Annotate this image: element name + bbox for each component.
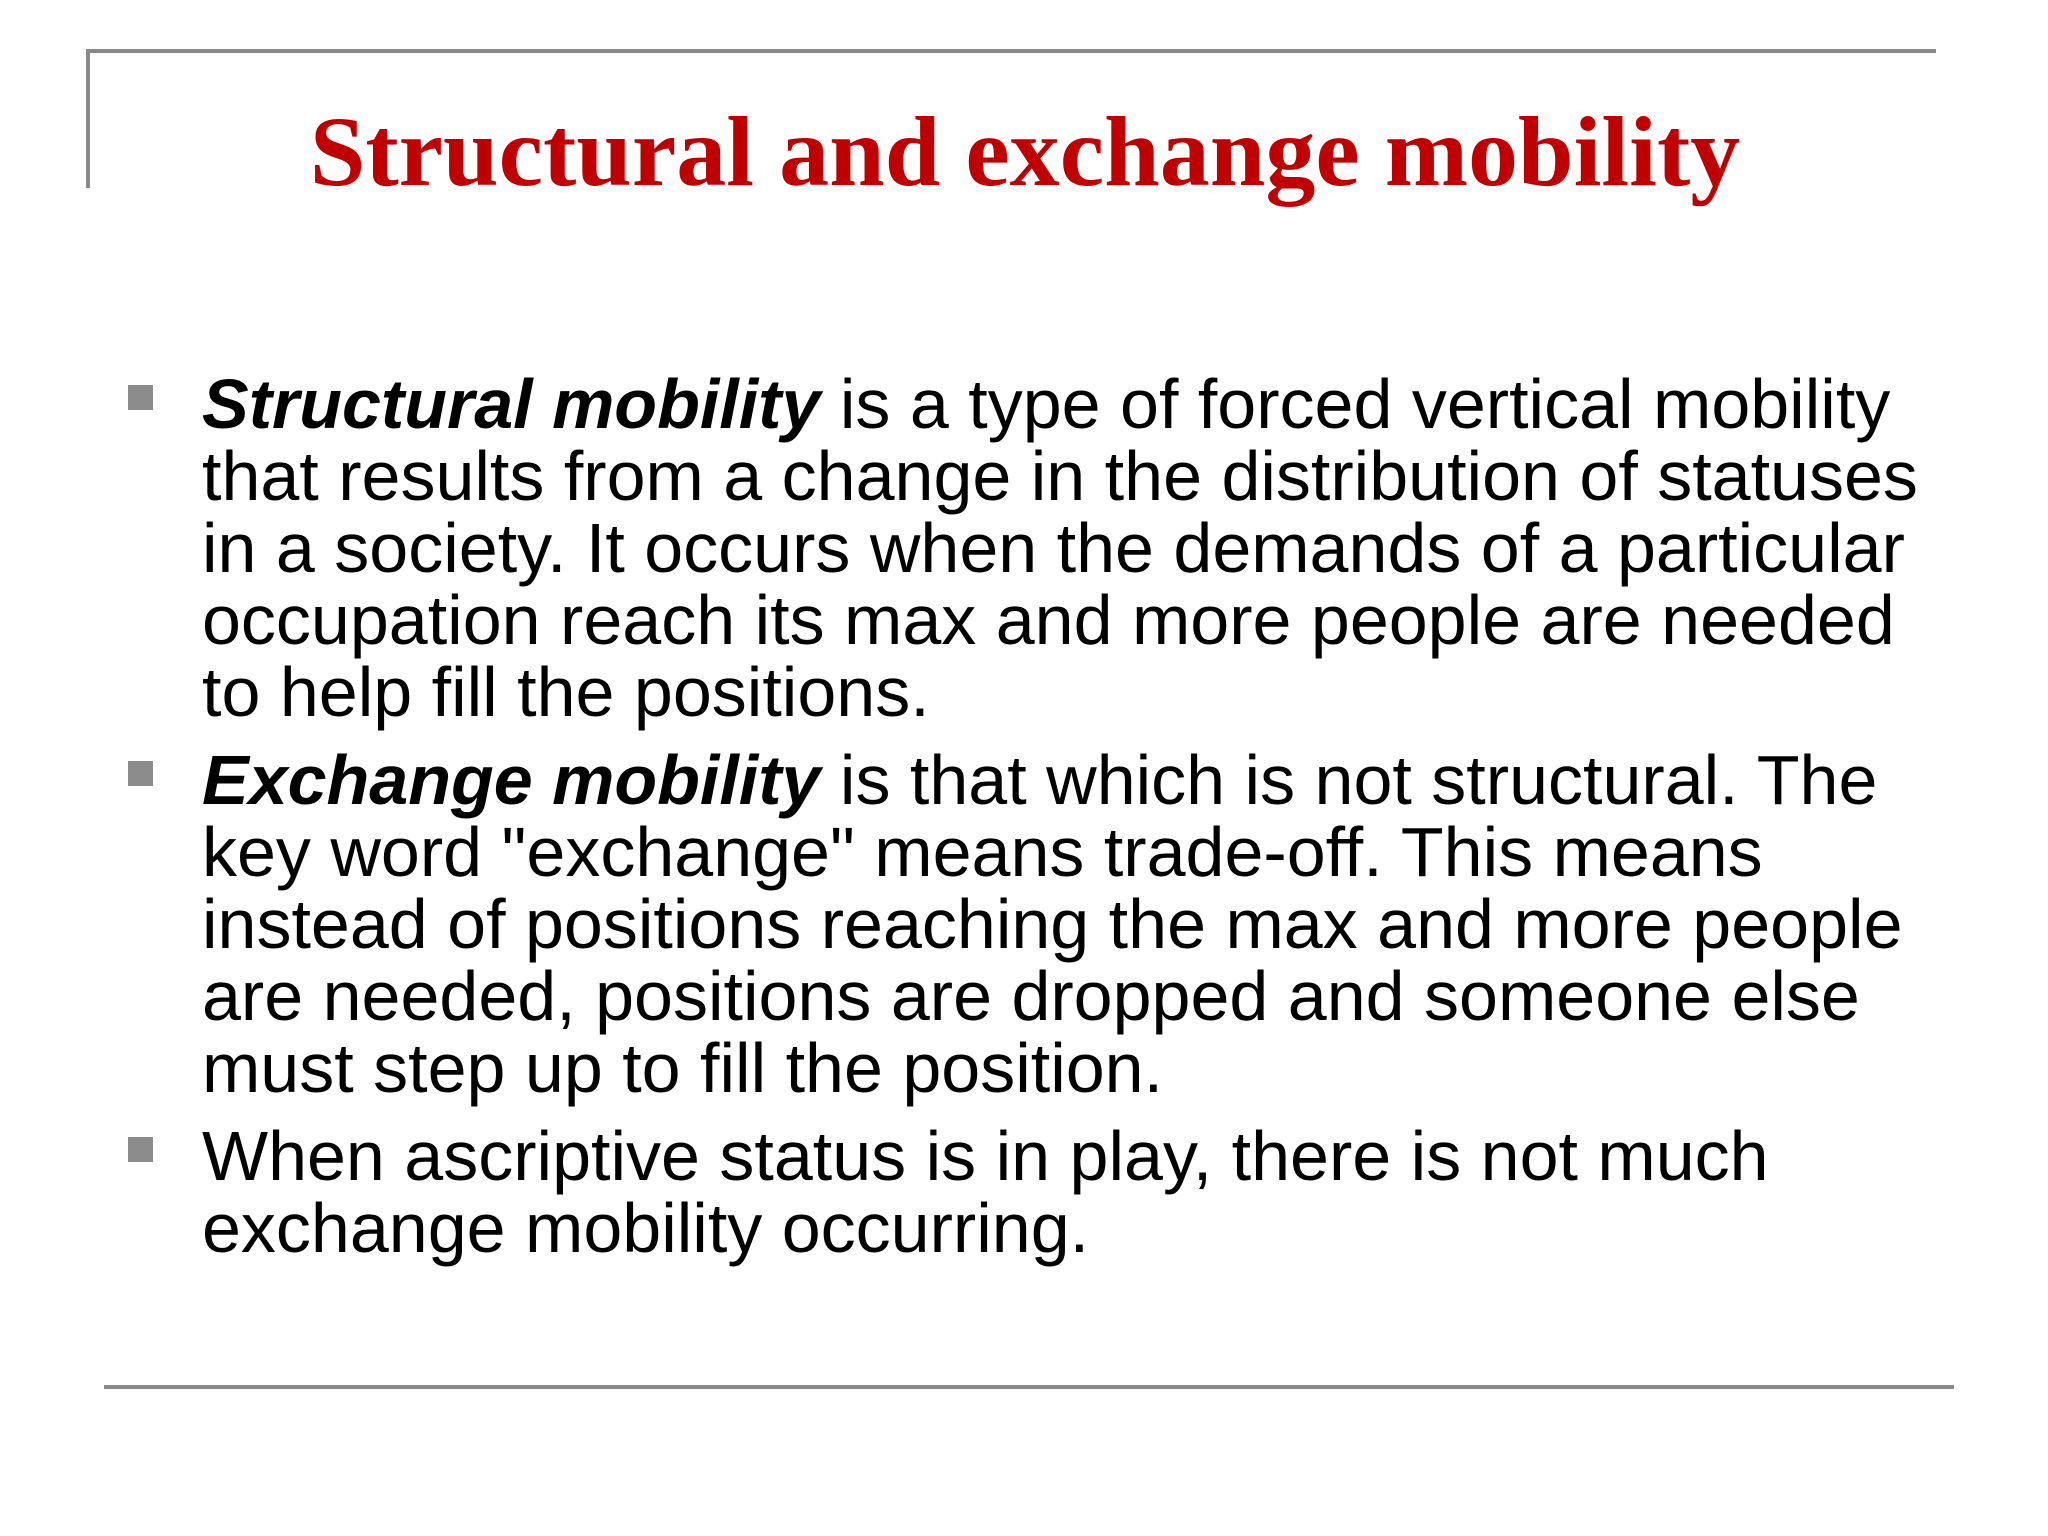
bullet-item-exchange-mobility [124,741,1954,1107]
bullet-list [124,365,1954,1280]
bullet-item-ascriptive-status [124,1117,1954,1267]
top-divider [86,49,1936,53]
left-divider [86,49,90,188]
bullet-term: Exchange mobility [202,741,821,819]
square-bullet-icon [128,1137,153,1162]
bullet-text: is that which is not structural. The key word "exchange" means trade-off. This means instead of positions reaching the max and more people are needed, positions are dropped and someone else must step up to fill the position. [202,741,1903,1107]
square-bullet-icon [128,385,153,410]
bullet-term: Structural mobility [202,365,821,443]
bullet-text: When ascriptive status is in play, there is not much exchange mobility occurring. [202,1117,1769,1267]
square-bullet-icon [128,761,153,786]
bullet-text: is a type of forced vertical mobility that results from a change in the distribution of statuses in a society. It occurs when the demands of a particular occupation reach its max and more people are needed to help fill the positions. [202,365,1918,731]
bullet-item-structural-mobility [124,365,1954,731]
bottom-divider [104,1385,1954,1389]
slide-title: Structural and exchange mobility [309,96,1741,207]
